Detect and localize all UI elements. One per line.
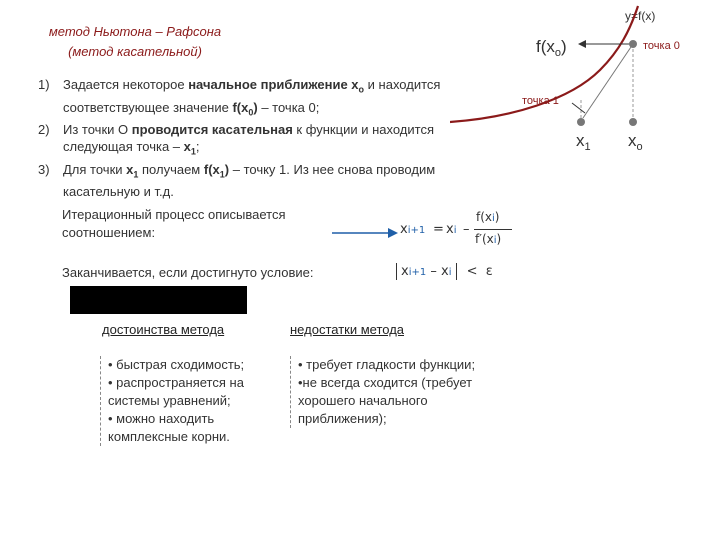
slide-title bbox=[30, 22, 240, 62]
step-text: Для точки $x_1$ получаем $f(x_1)$ – точку 1. Из нее снова проводим касательную и т.д. bbox=[63, 161, 436, 200]
formula-numerator: f(xi) bbox=[476, 210, 500, 224]
list-item: • требует гладкости функции; bbox=[298, 357, 476, 372]
disadvantages-list bbox=[290, 356, 513, 428]
fx0-label: $f(x_o)$ bbox=[536, 37, 567, 59]
iteration-formula bbox=[400, 208, 520, 258]
redaction-box bbox=[70, 286, 247, 314]
step-2 bbox=[38, 121, 458, 161]
step-text: Задается некоторое начальное приближение $x_o$ и находится соответствующее значение $f(x_0)$ – точка 0; bbox=[63, 77, 441, 118]
step-number: 3) bbox=[38, 161, 50, 177]
fraction-bar bbox=[474, 229, 512, 230]
formula-rhs: xi bbox=[446, 222, 457, 237]
arrow-right-icon bbox=[388, 228, 398, 238]
formula-arrow bbox=[330, 226, 400, 240]
x0-marker bbox=[629, 118, 637, 126]
step-3 bbox=[38, 161, 458, 201]
point1-pointer bbox=[572, 103, 585, 113]
function-label: y=f(x) bbox=[625, 9, 656, 23]
x1-marker bbox=[577, 118, 585, 126]
list-item: • быстрая сходимость; bbox=[108, 357, 245, 372]
stop-condition-text: Заканчивается, если достигнуто условие: bbox=[62, 265, 314, 280]
point0-label: точка 0 bbox=[643, 40, 680, 52]
arrowhead-icon bbox=[578, 40, 586, 48]
x1-label: $x_1$ bbox=[576, 131, 591, 153]
iteration-text: Итерационный процесс описывается соотношением: bbox=[62, 207, 286, 240]
step-number: 1) bbox=[38, 77, 50, 92]
formula-lhs: xi+1 bbox=[400, 222, 426, 237]
list-item: •не всегда сходится (требует хорошего начального приближения); bbox=[298, 375, 473, 426]
formula-denominator: f′(xi) bbox=[475, 232, 502, 246]
formula-minus: – bbox=[463, 222, 470, 237]
abs-difference: xi+1 – xi bbox=[396, 263, 457, 280]
point1-label: точка 1 bbox=[522, 95, 559, 107]
x0-label: $x_o$ bbox=[628, 131, 643, 153]
advantages-header: достоинства метода bbox=[102, 322, 225, 337]
list-item: • можно находить комплексные корни. bbox=[108, 411, 230, 444]
step-number: 2) bbox=[38, 122, 50, 138]
newton-graph bbox=[450, 0, 720, 200]
title-line1: метод Ньютона – Рафсона bbox=[48, 24, 222, 39]
steps-list bbox=[38, 76, 458, 200]
step-1 bbox=[38, 76, 458, 121]
formula-eq: = bbox=[433, 222, 444, 237]
step-text: Из точки О проводится касательная к функции и находится следующая точка – $x_1$; bbox=[63, 122, 434, 157]
disadvantages-header: недостатки метода bbox=[290, 322, 405, 337]
title-line2: (метод касательной) bbox=[68, 44, 202, 59]
list-item: • распространяется на системы уравнений; bbox=[108, 375, 244, 408]
advantages-list bbox=[100, 356, 278, 446]
point0-marker bbox=[629, 40, 637, 48]
tangent-line bbox=[583, 44, 633, 118]
stop-formula: xi+1 – xi < ε bbox=[396, 264, 493, 279]
